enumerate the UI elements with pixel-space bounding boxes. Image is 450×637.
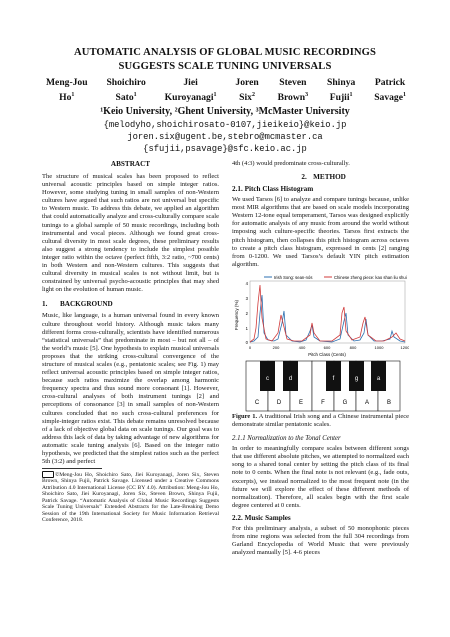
background-heading: [42, 300, 219, 309]
x-tick-label: 1000: [374, 344, 384, 350]
y-tick-label: 4: [245, 280, 248, 286]
figure-caption: [232, 413, 409, 429]
author-affiliation-mark: 1: [213, 92, 217, 98]
y-tick-label: 1: [245, 325, 248, 331]
copyright-footnote: [42, 471, 219, 524]
cc-icon: [42, 471, 54, 478]
author-first-name: Shinya: [327, 77, 356, 88]
section-number: 1.: [42, 300, 48, 309]
author: [374, 76, 406, 104]
black-key-label: c: [266, 375, 269, 382]
author: [235, 76, 258, 104]
left-column: [42, 160, 219, 524]
y-tick-label: 3: [245, 295, 248, 301]
x-tick-label: 400: [298, 344, 306, 350]
author-affiliation-mark: 1: [71, 92, 75, 98]
author-first-name: Steven: [279, 77, 307, 88]
figure-caption-text: A traditional Irish song and a Chinese instrumental piece demonstrate similar pentatonic scales.: [232, 412, 409, 429]
author-first-name: Jiei: [183, 77, 198, 88]
author-affiliation-mark: 3: [305, 92, 309, 98]
author-first-name: Meng-Jou: [46, 77, 88, 88]
white-key-label: E: [298, 399, 304, 406]
background-text: Music, like language, is a human universal found in every known culture throughout world history. Although music takes many different forms cross-culturally, scientists have identified numerous “statistical universals” that predominate in most – but not all – of the world’s music [5]. One hypothesis to explain musical universals proposes that the striking cross-cultural convergence of the structure of musical scales (e.g., pentatonic scales; see Fig. 1) may reflect universal acoustic principles based on simple integer ratios, because such ratios maximize the overlap among harmonic frequency spectra and thus sound more consonant [1]. However, cross-cultural analyses of both instrument tunings [2] and perceptions of consonance [3] in small samples of non-Western cultures concluded that no such cross-cultural preferences for simple-integer ratios exist. This debate remains unresolved because of a lack of objective global data on scale tunings. Our goal was to address this lack of data by taking advantage of new algorithms for automatic scale tuning analysis [6]. Based on the integer ratio hypothesis, we predicted that the simplest ratios such as the perfect 5th (3:2) and perfect: [42, 312, 219, 466]
y-axis-label: Frequency (%): [234, 299, 239, 330]
author-last-name: Fujii: [329, 92, 350, 104]
black-key-label: a: [376, 375, 381, 382]
author-last-name: Savage: [374, 92, 403, 104]
paper-title: [20, 46, 430, 74]
x-axis-label: Pitch Class (Cents): [308, 351, 346, 357]
author-affiliation-mark: 1: [402, 92, 406, 98]
subsection-heading: 2.1. Pitch Class Histogram: [232, 185, 314, 194]
author-last-name: Sato: [115, 92, 134, 104]
section-number: 2.: [301, 173, 307, 182]
author-affiliation-mark: 2: [251, 92, 255, 98]
pitch-class-figure: [232, 273, 409, 413]
author: [106, 76, 145, 104]
email-line[interactable]: {sfujii,psavage}@sfc.keio.ac.jp: [143, 144, 307, 154]
x-tick-label: 0: [248, 344, 252, 350]
abstract-text: The structure of musical scales has been proposed to reflect universal acoustic principles based on simple integer ratios. However, some studying tuning in small samples of non-Western cultures have argued that such ratios are not universal but specific to Western music. To address this debate, we applied an algorithm that could automatically analyze and cross-culturally compare scale tunings to a global sample of 50 music recordings, including both instrumental and vocal pieces. Although we found great cross-cultural diversity in most scale degrees, these preliminary results also suggest a strong tendency to include the simplest possible integer ratio within the octave (perfect fifth, 3:2 ratio, ~700 cents) in both Western and non-Western cultures. This suggests that cultural diversity in musical scales is not without limit, but is constrained by universal psycho-acoustic principles that may shed light on the evolution of human music.: [42, 173, 219, 294]
x-tick-label: 1200: [400, 344, 409, 350]
author: [278, 76, 309, 104]
right-column: [232, 160, 409, 557]
title-line-1: AUTOMATIC ANALYSIS OF GLOBAL MUSIC RECORDINGS: [73, 47, 377, 58]
legend-irish-label: Irish Song: sean-nós: [274, 274, 313, 280]
author-first-name: Shoichiro: [106, 77, 146, 88]
legend-chinese-label: Chinese zheng piece: kao shan liu shui: [334, 274, 407, 280]
footnote-divider: [42, 468, 102, 469]
white-key-label: C: [254, 399, 260, 406]
white-key-label: B: [386, 399, 392, 406]
white-key-label: D: [276, 399, 282, 406]
author-affiliation-mark: 1: [349, 92, 353, 98]
piano-keyboard: [246, 361, 400, 411]
email-list: [20, 119, 430, 155]
author-last-name: Kuroyanagi: [164, 92, 214, 104]
email-line[interactable]: {melodyho,shoichirosato-0107,jieikeio}@keio.jp: [103, 120, 347, 130]
figure-1: [232, 273, 409, 413]
black-key-label: d: [288, 375, 293, 382]
author-last-name: Brown: [277, 92, 306, 104]
author-affiliation-mark: 1: [133, 92, 137, 98]
affiliations: ¹Keio University, ²Ghent University, ³McMaster University: [100, 106, 350, 117]
email-line[interactable]: joren.six@ugent.be,stebro@mcmaster.ca: [127, 132, 323, 142]
author-first-name: Patrick: [374, 77, 406, 88]
section-title: METHOD: [313, 173, 346, 182]
black-key-label: f: [332, 375, 335, 382]
music-samples-text: For this preliminary analysis, a subset of 50 monophonic pieces from nine regions was selected from the full 304 recordings from Garland Encyclopedia of World Music that were previously analyzed manually [5]. 4-6 pieces: [232, 524, 409, 557]
author-last-name: Six: [239, 92, 252, 104]
author: [46, 76, 88, 104]
y-tick-label: 0: [245, 339, 248, 345]
white-key-label: G: [342, 399, 348, 406]
continuation-text: 4th (4:3) would predominate cross-culturally.: [232, 160, 350, 167]
normalization-text: In order to meaningfully compare scales between different songs that use different absolute pitches, we attempted to normalized each song to a shared tonal center by setting the pitch class of its final note to 0 cents. When the final note is not relevant (e.g., fade outs, excerpts), we instead normalized to the most frequent note (in the future we will explore the effect of these different methods of normalization). Therefore, all scales begin with the first scale degree centered at 0 cents.: [232, 445, 409, 509]
section-title: BACKGROUND: [60, 300, 113, 309]
title-line-2: SUGGESTS SCALE TUNING UNIVERSALS: [118, 61, 332, 72]
abstract-heading: ABSTRACT: [110, 160, 151, 168]
pitch-histogram-text: We used Tarsos [6] to analyze and compare tunings because, unlike most MIR algorithms that are based on scale models incorporating Western 12-tone equal temperament, Tarsos was designed explicitly for automatic analysis of any music from around the world without imposing such culture-specific theories. Tarsos first extracts the pitch histogram, then collapses this pitch histogram across octaves to create a pitch class histogram, expressed in cents [2] ranging from 0-1200. We used Tarsos’s default YIN pitch estimation algorithm.: [232, 196, 409, 268]
author: [327, 76, 355, 104]
subsubsection-heading: 2.1.1 Normalization to the Tonal Center: [232, 435, 341, 443]
author: [165, 76, 217, 104]
author-first-name: Joren: [235, 77, 259, 88]
figure-label: Figure 1.: [232, 412, 258, 420]
x-tick-label: 600: [323, 344, 331, 350]
method-heading: [232, 173, 409, 182]
subsection-heading: 2.2. Music Samples: [232, 513, 291, 522]
footnote-text: ©Meng-Jou Ho, Shoichiro Sato, Jiei Kuroyanagi, Joren Six, Steven Brown, Shinya Fujii, Patrick Savage. Licensed under a Creative Commons Attribution 4.0 International License (CC BY 4.0). Attribution: Meng-Jou Ho, Shoichiro Sato, Jiei Kuroyanagi, Joren Six, Steven Brown, Shinya Fujii, Patrick Savage. “Automatic Analysis of Global Music Recordings Suggests Scale Tuning Universals” Extended Abstracts for the Late-Breaking Demo Session of the 19th International Society for Music Information Retrieval Conference, 2018.: [42, 471, 219, 524]
white-key-label: F: [321, 399, 325, 406]
white-key-label: A: [364, 399, 370, 406]
x-tick-label: 800: [349, 344, 357, 350]
y-tick-label: 2: [245, 310, 248, 316]
x-tick-label: 200: [272, 344, 280, 350]
black-key-label: g: [354, 375, 359, 382]
author-list: [46, 76, 406, 104]
author-last-name: Ho: [59, 92, 72, 104]
